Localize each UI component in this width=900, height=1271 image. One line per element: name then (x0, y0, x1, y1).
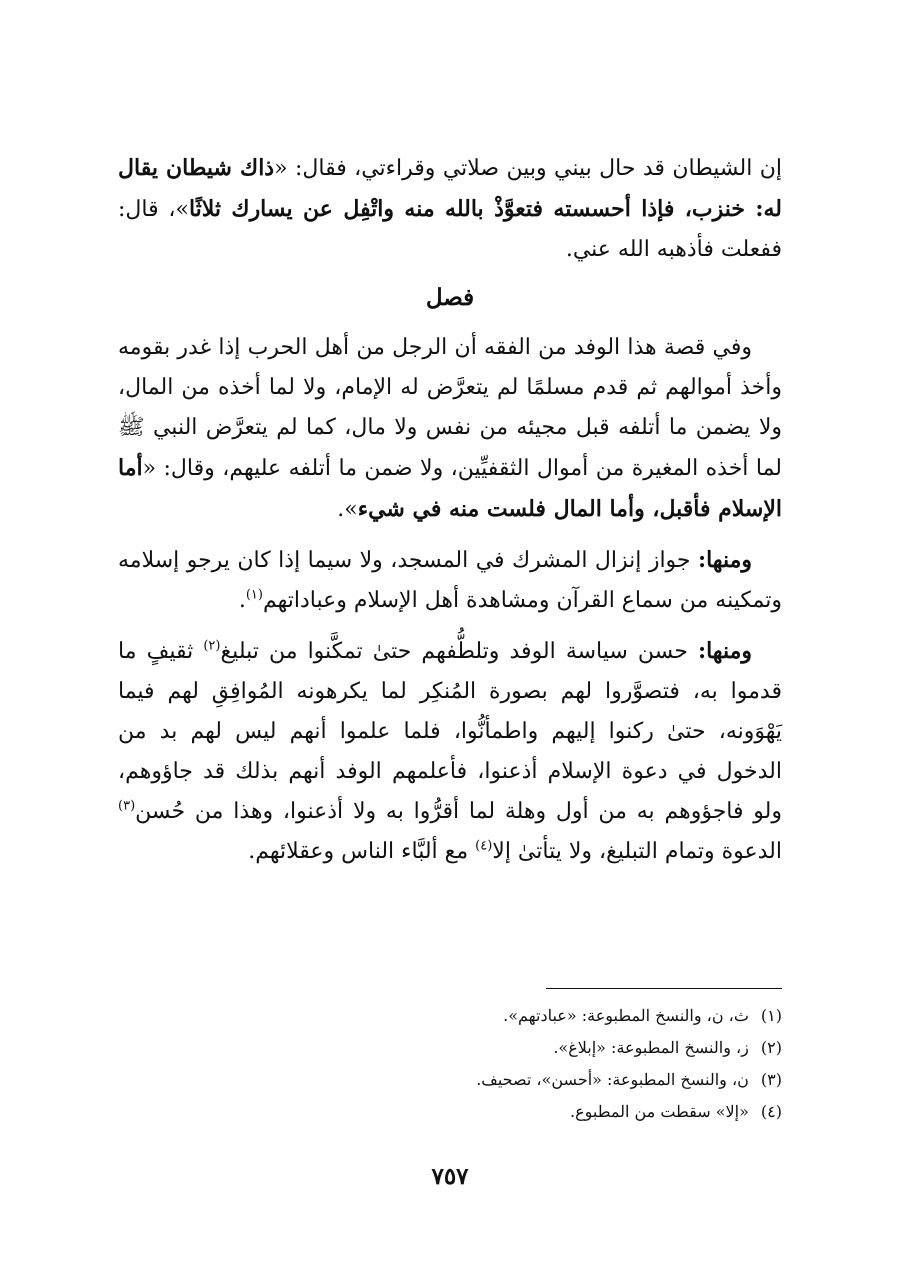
footnote-item (118, 1000, 782, 1032)
footnote-text: ز، والنسخ المطبوعة: «إبلاغ». (553, 1038, 749, 1057)
text-run: ». (337, 497, 358, 522)
text-run: »، قال: ففعلت فأذهبه الله عني. (118, 197, 782, 262)
text-run: وفي قصة هذا الوفد من الفقه أن الرجل من أهل الحرب إذا غدر بقومه وأخذ أموالهم ثم قدم مسلمًا لم يتعرَّض له الإمام، ولا لما أخذه من المال، ولا يضمن ما أتلفه قبل مجيئه من نفس ولا مال، كما لم يتعرَّض النبي ﷺ لما أخذه المغيرة من أموال الثقفيِّين، ولا ضمن ما أتلفه عليهم، وقال: « (118, 335, 782, 481)
paragraph-hadith-continuation (118, 148, 782, 270)
footnotes (118, 1000, 782, 1128)
footnote-item (118, 1032, 782, 1064)
footnote-item (118, 1096, 782, 1128)
text-run: جواز إنزال المشرك في المسجد، ولا سيما إذا كان يرجو إسلامه وتمكينه من سماع القرآن ومشاهدة أهل الإسلام وعباداتهم (118, 548, 782, 613)
footnote-ref[interactable]: (١) (245, 587, 263, 603)
footnote-text: ن، والنسخ المطبوعة: «أحسن»، تصحيف. (476, 1070, 749, 1089)
footnote-number: (٣) (760, 1070, 782, 1089)
footnote-number: (٢) (760, 1038, 782, 1057)
paragraph-diplomacy (118, 631, 782, 872)
footnote-text: «إلا» سقطت من المطبوع. (569, 1102, 749, 1121)
footnote-text: ث، ن، والنسخ المطبوعة: «عبادتهم». (503, 1006, 749, 1025)
paragraph-mosque (118, 540, 782, 621)
hadith-quote: أما الإسلام فأقبل، وأما المال فلست منه في شيء (118, 455, 782, 522)
page-number: ٧٥٧ (431, 1163, 469, 1190)
text-run: إن الشيطان قد حال بيني وبين صلاتي وقراءتي، فقال: « (274, 156, 783, 181)
footnote-ref[interactable]: (٤) (475, 838, 493, 854)
footnote-number: (١) (760, 1006, 782, 1025)
text-run: الدعوة وتمام التبليغ، ولا يتأتىٰ إلا (492, 839, 782, 864)
footnote-item (118, 1064, 782, 1096)
paragraph-fiqh-of-delegation (118, 328, 782, 530)
footnote-number: (٤) (760, 1102, 782, 1121)
text-run: . (238, 588, 246, 613)
main-text (118, 148, 782, 872)
lead-word: ومنها: (697, 547, 752, 573)
lead-word: ومنها: (697, 638, 752, 664)
footnote-divider (546, 988, 782, 989)
text-run: حسن سياسة الوفد وتلطُّفهم حتىٰ تمكَّنوا من تبليغ (220, 639, 698, 664)
text-run: ثقيفٍ ما قدموا به، فتصوَّروا لهم بصورة المُنكِر لما يكرهونه المُوافِقِ لهم فيما يَهْوَونه، حتىٰ ركنوا إليهم واطمأنُّوا، فلما علموا أنهم ليس لهم بد من الدخول في دعوة الإسلام أذعنوا، فأعلمهم الوفد أنهم بذلك قد جاؤوهم، ولو فاجؤوهم به من أول وهلة لما أقرُّوا به ولا أذعنوا، وهذا من حُسن (118, 639, 782, 824)
footnote-ref[interactable]: (٢) (203, 638, 221, 654)
section-heading: فصل (425, 284, 475, 311)
hadith-quote: ذاك شيطان يقال له: خنزب، فإذا أحسسته فتعوَّذْ بالله منه واتْفِل عن يسارك ثلاثًا (118, 155, 782, 222)
text-run: مع ألبَّاء الناس وعقلائهم. (248, 839, 476, 864)
footnote-ref[interactable]: (٣) (118, 798, 136, 814)
